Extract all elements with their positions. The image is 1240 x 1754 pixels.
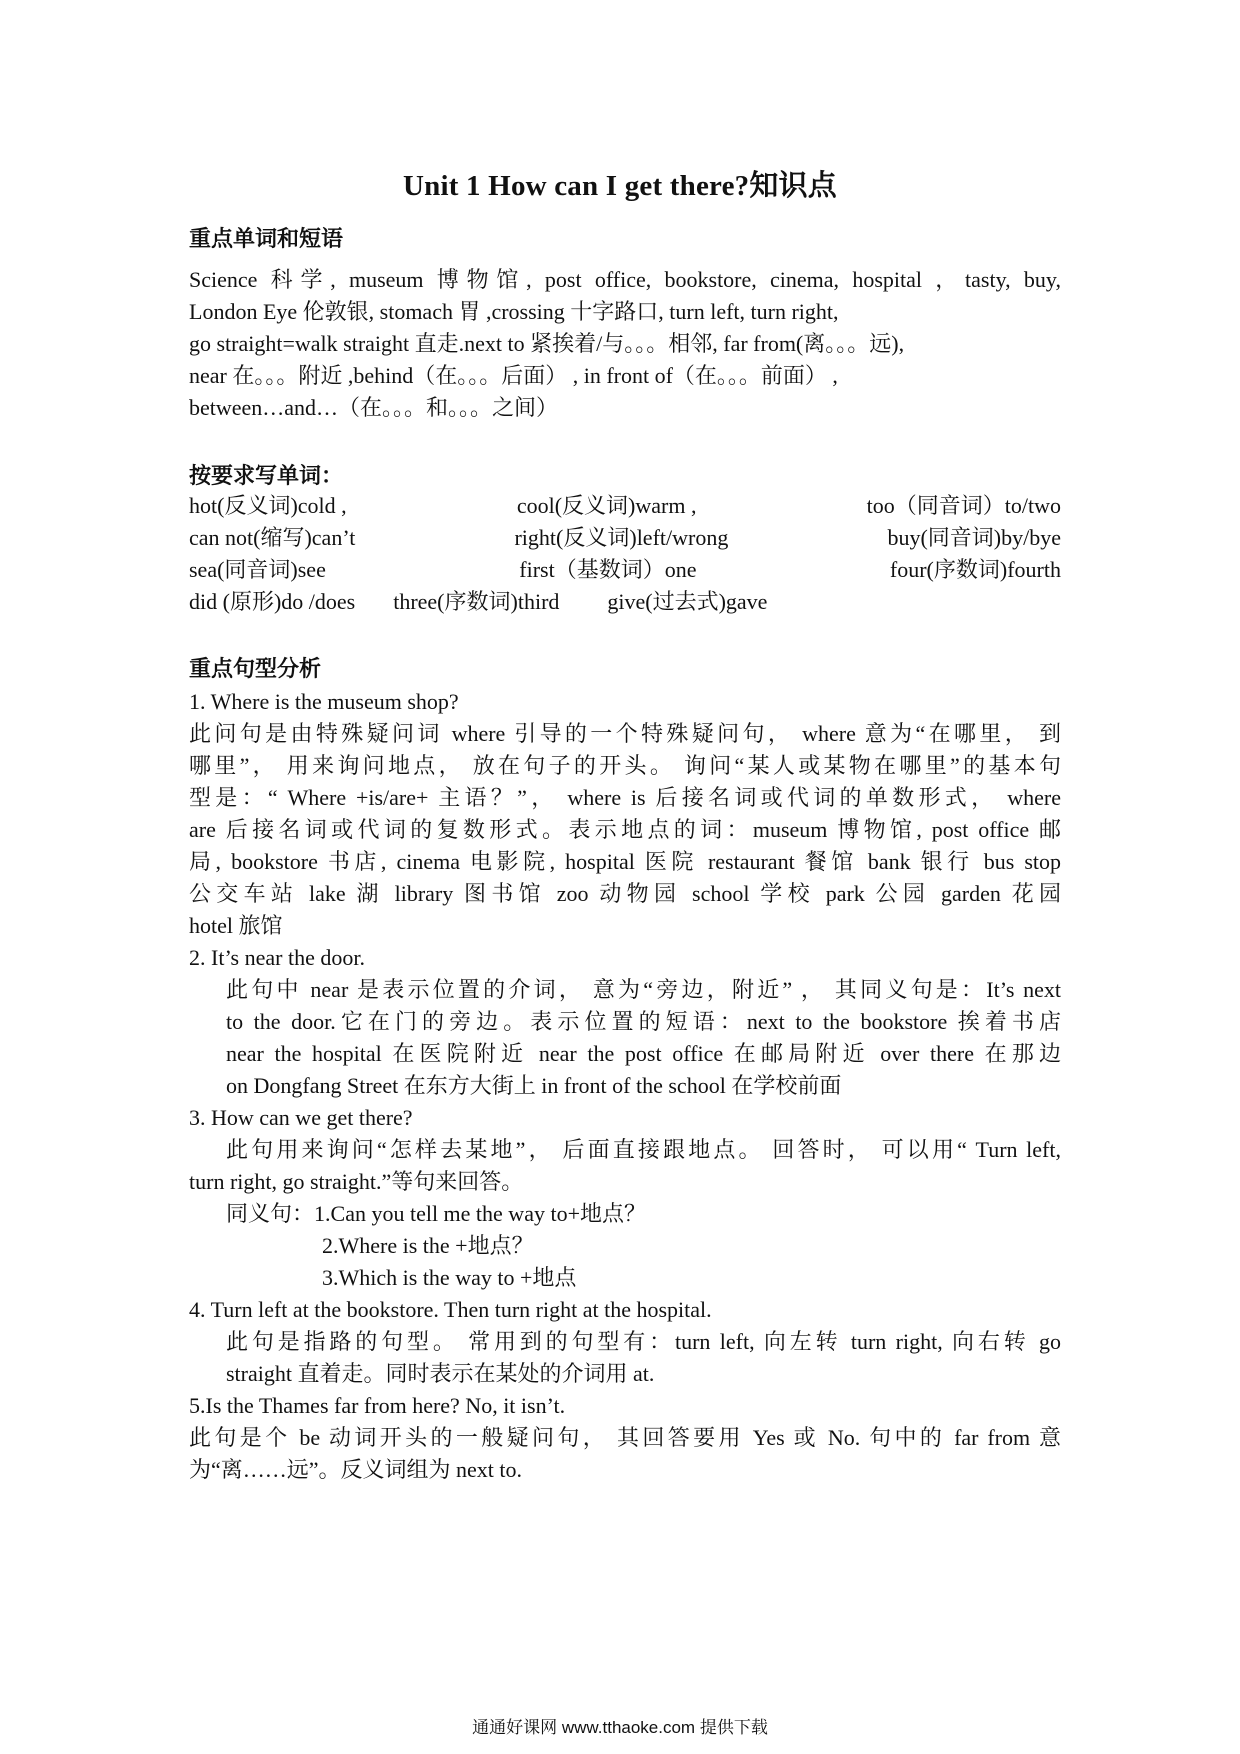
exercise-item: did (原形)do /does — [189, 589, 356, 614]
vocab-line: Science 科学, museum 博物馆, post office, bookstore, cinema, hospital ，tasty, buy, — [189, 267, 1061, 292]
question-title: 2. It’s near the door. — [189, 945, 365, 970]
question-title: 5.Is the Thames far from here? No, it isn’t. — [189, 1393, 566, 1418]
vocab-line: go straight=walk straight 直走.next to 紧挨着/与。。。相邻, far from(离。。。远), — [189, 331, 905, 356]
exercise-item: can not(缩写)can’t — [189, 525, 356, 550]
exercise-item: hot(反义词)cold , — [189, 493, 347, 518]
page-footer: 通通好课网 www.tthaoke.com 提供下载 — [472, 1718, 768, 1737]
section-heading-sentence-analysis: 重点句型分析 — [189, 656, 322, 681]
explanation-line: 局, bookstore 书店, cinema 电影院, hospital 医院 restaurant 餐馆 bank 银行 bus stop — [189, 849, 1061, 874]
explanation-line: 哪里”， 用来询问地点， 放在句子的开头。 询问“某人或某物在哪里”的基本句 — [189, 753, 1061, 778]
explanation-line: on Dongfang Street 在东方大街上 in front of the school 在学校前面 — [226, 1073, 842, 1098]
explanation-line: 此句是个 be 动词开头的一般疑问句， 其回答要用 Yes 或 No. 句中的 far from 意 — [189, 1425, 1061, 1450]
exercise-item: give(过去式)gave — [607, 589, 768, 614]
explanation-line: are 后接名词或代词的复数形式。表示地点的词：museum 博物馆, post office 邮 — [189, 817, 1061, 842]
explanation-line: 为“离……远”。反义词组为 next to. — [189, 1457, 523, 1482]
question-title: 4. Turn left at the bookstore. Then turn right at the hospital. — [189, 1297, 712, 1322]
exercise-row — [189, 586, 1061, 618]
explanation-line: 此句是指路的句型。 常用到的句型有：turn left, 向左转 turn right, 向右转 go — [226, 1329, 1061, 1354]
vocab-line: between…and…（在。。。和。。。之间） — [189, 395, 559, 420]
exercise-item: sea(同音词)see — [189, 557, 326, 582]
explanation-line: to the door.它在门的旁边。表示位置的短语：next to the bookstore 挨着书店 — [226, 1009, 1061, 1034]
exercise-item: buy(同音词)by/bye — [887, 525, 1061, 550]
section-heading-word-exercise: 按要求写单词： — [189, 463, 344, 488]
section-heading-vocabulary: 重点单词和短语 — [189, 226, 344, 251]
exercise-item: right(反义词)left/wrong — [514, 525, 729, 550]
synonym-sentence: 2.Where is the +地点？ — [322, 1233, 534, 1258]
explanation-line: straight 直着走。同时表示在某处的介词用 at. — [226, 1361, 655, 1386]
question-title: 1. Where is the museum shop? — [189, 689, 459, 714]
exercise-row — [189, 490, 1061, 522]
explanation-line: near the hospital 在医院附近 near the post office 在邮局附近 over there 在那边 — [226, 1041, 1061, 1066]
exercise-row — [189, 522, 1061, 554]
explanation-line: 型是：“ Where +is/are+ 主语？”， where is 后接名词或代词的单数形式， where — [189, 785, 1061, 810]
explanation-line: 此句用来询问“怎样去某地”， 后面直接跟地点。 回答时， 可以用“ Turn left, — [226, 1137, 1061, 1162]
exercise-item: cool(反义词)warm , — [516, 493, 697, 518]
explanation-line: turn right, go straight.”等句来回答。 — [189, 1169, 524, 1194]
exercise-item: four(序数词)fourth — [889, 557, 1061, 582]
synonym-line — [226, 1198, 1098, 1230]
exercise-row — [189, 554, 1061, 586]
explanation-line: 此句中 near 是表示位置的介词， 意为“旁边，附近” ， 其同义句是：It’s next — [226, 977, 1061, 1002]
vocab-line: London Eye 伦敦银, stomach 胃 ,crossing 十字路口, turn left, turn right, — [189, 299, 839, 324]
explanation-line: 此问句是由特殊疑问词 where 引导的一个特殊疑问句， where 意为“在哪里， 到 — [189, 721, 1061, 746]
synonym-label: 同义句： — [226, 1201, 315, 1226]
exercise-item: first（基数词）one — [519, 557, 697, 582]
exercise-item: three(序数词)third — [393, 589, 560, 614]
synonym-sentence: 1.Can you tell me the way to+地点？ — [314, 1201, 646, 1226]
question-title: 3. How can we get there? — [189, 1105, 413, 1130]
page-title: Unit 1 How can I get there?知识点 — [403, 170, 837, 202]
explanation-line: hotel 旅馆 — [189, 913, 283, 938]
exercise-item: too（同音词）to/two — [866, 493, 1061, 518]
synonym-sentence: 3.Which is the way to +地点 — [322, 1265, 577, 1290]
vocab-line: near 在。。。附近 ,behind（在。。。后面） , in front of（在。。。前面） , — [189, 363, 838, 388]
explanation-line: 公交车站 lake 湖 library 图书馆 zoo 动物园 school 学校 park 公园 garden 花园 — [189, 881, 1061, 906]
